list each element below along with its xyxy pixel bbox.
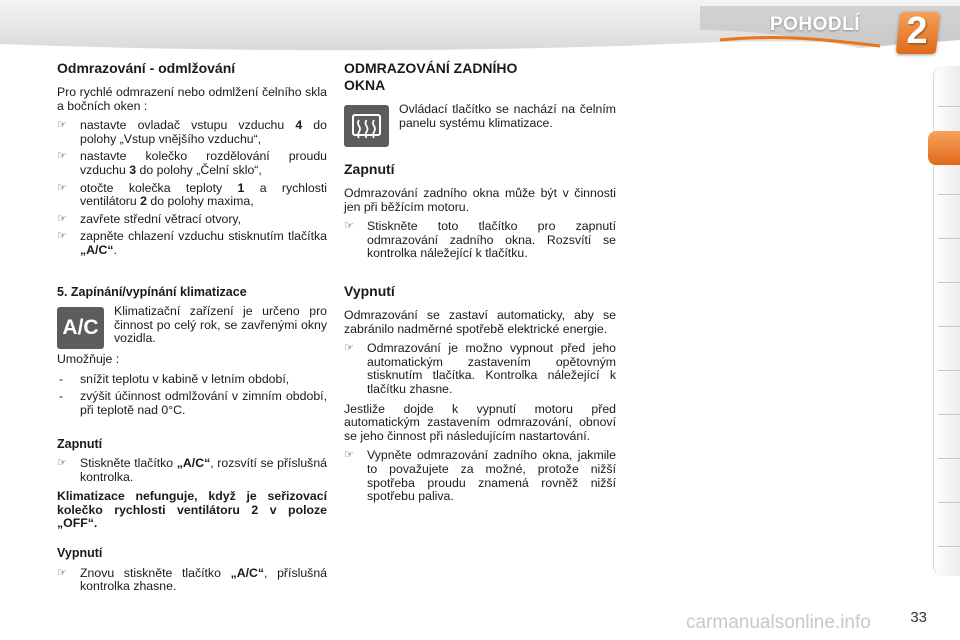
section-heading-defrost: Odmrazování - odmlžování xyxy=(57,60,236,76)
list-item: - snížit teplotu v kabině v letním období, xyxy=(59,371,290,386)
chapter-number: 2 xyxy=(906,10,928,52)
side-tab-divider xyxy=(938,194,960,195)
side-tab-divider xyxy=(938,458,960,459)
list-item: ☞ nastavte kolečko rozdělování proudu vzduchu 3 do polohy „Čelní sklo“, xyxy=(57,149,327,177)
pointing-hand-icon: ☞ xyxy=(57,150,67,163)
list-item: ☞ zavřete střední větrací otvory, xyxy=(57,211,242,226)
side-tab-divider xyxy=(938,238,960,239)
intro-paragraph: Pro rychlé odmrazení nebo odmlžení čelního skla a bočních oken : xyxy=(57,85,327,113)
side-tab-divider xyxy=(938,414,960,415)
left-column xyxy=(57,60,327,600)
side-tab-divider xyxy=(938,502,960,503)
rear-off-steps xyxy=(344,342,616,396)
list-item: ☞ zapněte chlazení vzduchu stisknutím tlačítka „A/C“. xyxy=(57,229,327,257)
list-item: ☞ Stiskněte tlačítko „A/C“, rozsvítí se příslušná kontrolka. xyxy=(57,456,327,484)
side-tab-divider xyxy=(938,282,960,283)
pointing-hand-icon: ☞ xyxy=(344,449,354,462)
rear-defrost-icon xyxy=(344,105,389,147)
rear-on-steps xyxy=(344,220,616,261)
list-item: - zvýšit účinnost odmlžování v zimním období, při teplotě nad 0°C. xyxy=(59,389,327,417)
rear-on-heading: Zapnutí xyxy=(344,161,395,177)
ac-intro-paragraph: Klimatizační zařízení je určeno pro činnost po celý rok, se zavřenými okny vozidla. xyxy=(114,304,327,346)
ac-off-steps xyxy=(57,567,327,594)
section-heading-rear-defrost: ODMRAZOVÁNÍ ZADNÍHO OKNA xyxy=(344,60,518,93)
side-tab-divider xyxy=(938,370,960,371)
pointing-hand-icon: ☞ xyxy=(57,566,67,579)
rear-window-heater-symbol xyxy=(344,105,389,147)
ac-benefits-list xyxy=(57,373,327,418)
side-tab-active-chapter[interactable] xyxy=(928,131,960,165)
rear-on-paragraph: Odmrazování zadního okna může být v činnosti jen při běžícím motoru. xyxy=(344,186,616,214)
ac-on-steps xyxy=(57,457,327,484)
restart-paragraph: Jestliže dojde k vypnutí motoru před automatickým zastavením odmrazování, obnoví se jeho činnost při následujícím nastartování. xyxy=(344,401,616,443)
ac-off-heading: Vypnutí xyxy=(57,546,103,561)
ac-note-paragraph: Klimatizace nefunguje, když je seřizovací kolečko rychlosti ventilátoru 2 v poloze „OFF“. xyxy=(57,489,327,531)
page-number: 33 xyxy=(910,609,927,626)
rear-defrost-icon-text: Ovládací tlačítko se nachází na čelním panelu systému klimatizace. xyxy=(399,102,616,130)
side-tab-divider xyxy=(938,106,960,107)
list-item: ☞ Znovu stiskněte tlačítko „A/C“, příslušná kontrolka zhasne. xyxy=(57,565,327,594)
ac-section-heading: 5. Zapínání/vypínání klimatizace xyxy=(57,284,247,299)
pointing-hand-icon: ☞ xyxy=(57,119,67,132)
restart-steps xyxy=(344,449,616,503)
allows-label: Umožňuje : xyxy=(57,352,120,367)
list-item: ☞ Stiskněte toto tlačítko pro zapnutí odmrazování zadního okna. Rozsvítí se kontrolka náležející k tlačítku. xyxy=(344,219,616,261)
side-tab-divider xyxy=(938,326,960,327)
rear-off-heading: Vypnutí xyxy=(344,282,395,299)
list-item: ☞ Vypněte odmrazování zadního okna, jakmile to považujete za možné, protože nižší spotřeba proudu znamená rovněž nižší spotřebu paliva. xyxy=(344,448,616,504)
pointing-hand-icon: ☞ xyxy=(57,181,67,194)
watermark-text: carmanualsonline.info xyxy=(686,612,871,633)
pointing-hand-icon: ☞ xyxy=(57,212,67,225)
pointing-hand-icon: ☞ xyxy=(344,220,354,233)
list-item: ☞ Odmrazování je možno vypnout před jeho automatickým zastavením opětovným stisknutím tlačítka. Kontrolka náležející k tlačítku zhasne. xyxy=(344,341,616,396)
pointing-hand-icon: ☞ xyxy=(57,457,67,470)
pointing-hand-icon: ☞ xyxy=(57,230,67,243)
defrost-steps-list xyxy=(57,119,327,257)
side-tab-divider xyxy=(938,546,960,547)
chapter-title: POHODLÍ xyxy=(769,14,860,35)
list-item: ☞ otočte kolečka teploty 1 a rychlosti ventilátoru 2 do polohy maxima, xyxy=(57,180,327,209)
ac-on-heading: Zapnutí xyxy=(57,436,103,451)
pointing-hand-icon: ☞ xyxy=(344,342,354,355)
ac-button-icon: A/C xyxy=(57,307,104,349)
list-item: ☞ nastavte ovladač vstupu vzduchu 4 do polohy „Vstup vnějšího vzduchu“, xyxy=(57,118,327,146)
rear-off-paragraph: Odmrazování se zastaví automaticky, aby se zabránilo nadměrné spotřebě elektrické energie. xyxy=(344,307,616,336)
right-column xyxy=(344,60,616,510)
